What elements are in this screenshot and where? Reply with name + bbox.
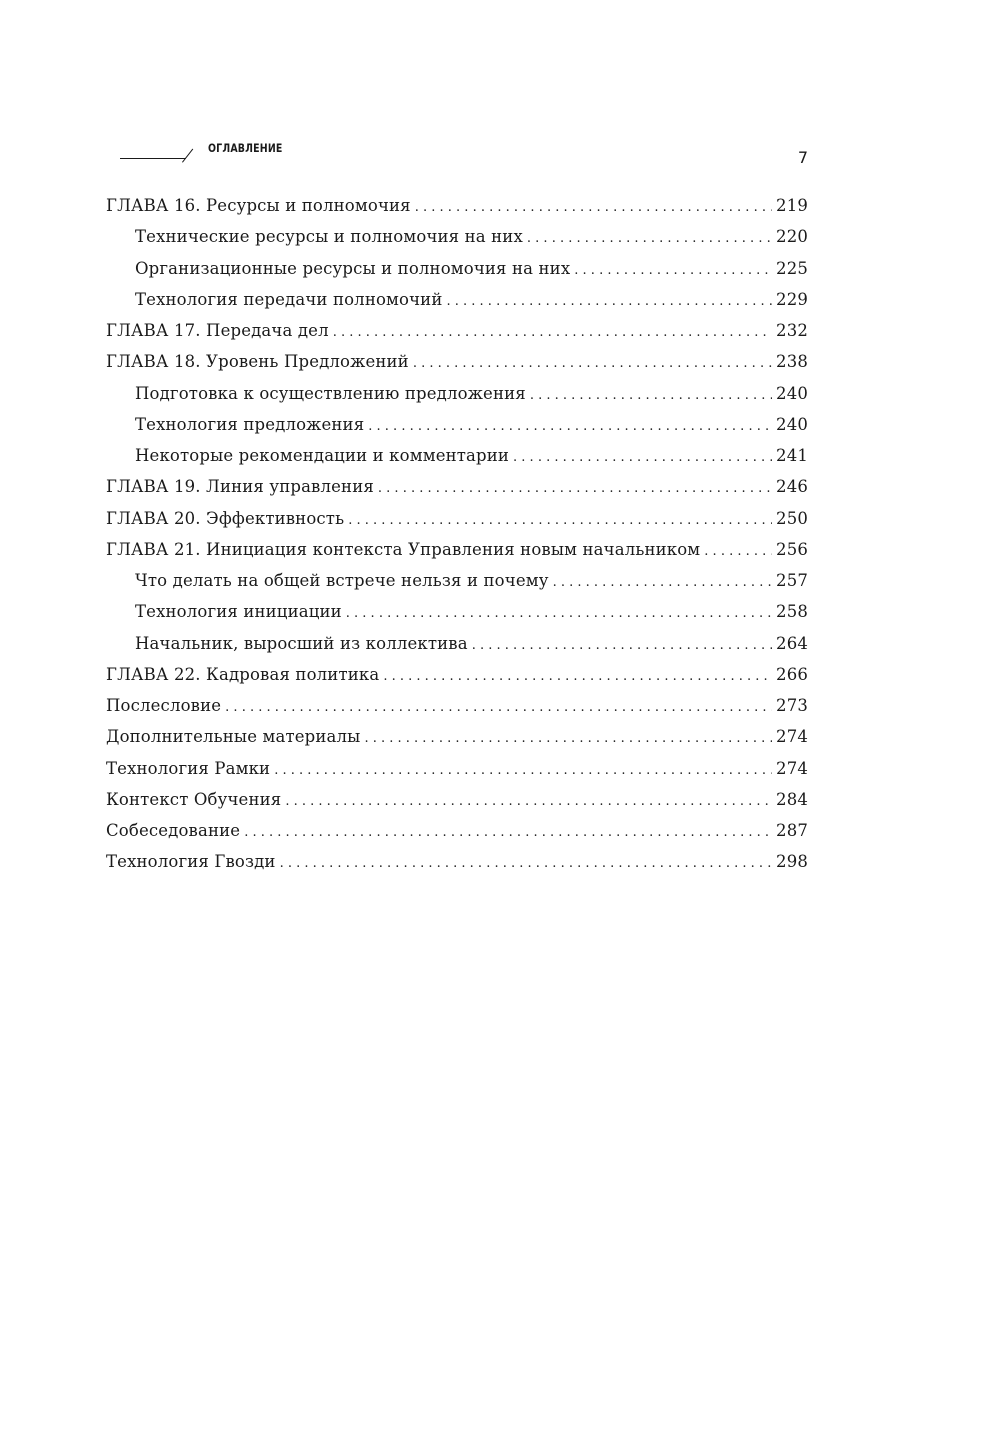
header-slash bbox=[182, 149, 193, 163]
toc-entry-title: Послесловие bbox=[106, 696, 222, 715]
toc-entry[interactable] bbox=[106, 540, 808, 571]
toc-entry[interactable] bbox=[106, 571, 808, 602]
toc-entry-title: ГЛАВА 16. Ресурсы и полномочия bbox=[106, 196, 411, 215]
toc-entry-page: 241 bbox=[776, 446, 808, 465]
toc-entry-title: Организационные ресурсы и полномочия на них bbox=[135, 258, 571, 278]
toc-leader-dots bbox=[348, 513, 772, 528]
toc-entry[interactable] bbox=[106, 259, 808, 290]
toc-entry-title: Технология передачи полномочий bbox=[135, 289, 443, 309]
toc-entry-title: ГЛАВА 18. Уровень Предложений bbox=[106, 352, 409, 372]
table-of-contents bbox=[106, 196, 808, 884]
toc-entry-title: Что делать на общей встрече нельзя и почему bbox=[135, 571, 549, 590]
toc-entry-page: 225 bbox=[776, 258, 808, 278]
toc-leader-dots bbox=[553, 575, 772, 590]
toc-leader-dots bbox=[704, 544, 772, 559]
toc-entry-title: ГЛАВА 20. Эффективность bbox=[106, 508, 345, 528]
toc-leader-dots bbox=[472, 638, 772, 653]
toc-entry[interactable] bbox=[106, 290, 808, 321]
toc-entry-title: Технология Рамки bbox=[106, 758, 271, 778]
toc-entry-page: 240 bbox=[776, 414, 808, 434]
toc-entry-title: Начальник, выросший из коллектива bbox=[135, 633, 468, 653]
toc-entry[interactable] bbox=[106, 852, 808, 883]
toc-leader-dots bbox=[383, 669, 772, 684]
toc-leader-dots bbox=[413, 356, 772, 371]
toc-entry-page: 219 bbox=[776, 196, 808, 215]
toc-entry-page: 274 bbox=[776, 727, 808, 747]
toc-entry-page: 256 bbox=[776, 539, 808, 559]
toc-leader-dots bbox=[225, 700, 772, 715]
toc-entry[interactable] bbox=[106, 634, 808, 665]
toc-entry-title: Собеседование bbox=[106, 821, 241, 840]
toc-entry[interactable] bbox=[106, 227, 808, 258]
toc-entry[interactable] bbox=[106, 415, 808, 446]
toc-entry-page: 264 bbox=[776, 633, 808, 653]
toc-leader-dots bbox=[364, 731, 772, 746]
toc-entry-title: Некоторые рекомендации и комментарии bbox=[135, 446, 510, 465]
toc-leader-dots bbox=[285, 794, 772, 809]
toc-entry[interactable] bbox=[106, 821, 808, 852]
toc-entry[interactable] bbox=[106, 509, 808, 540]
toc-entry-page: 258 bbox=[776, 602, 808, 622]
toc-entry-page: 250 bbox=[776, 508, 808, 528]
toc-entry-page: 220 bbox=[776, 227, 808, 247]
toc-entry[interactable] bbox=[106, 665, 808, 696]
toc-entry-title: Технология предложения bbox=[135, 414, 365, 434]
toc-entry[interactable] bbox=[106, 790, 808, 821]
toc-leader-dots bbox=[513, 450, 772, 465]
toc-entry-title: Подготовка к осуществлению предложения bbox=[135, 383, 526, 403]
toc-entry[interactable] bbox=[106, 446, 808, 477]
toc-entry[interactable] bbox=[106, 727, 808, 758]
toc-leader-dots bbox=[446, 294, 772, 309]
toc-entry-page: 274 bbox=[776, 758, 808, 778]
toc-entry[interactable] bbox=[106, 477, 808, 508]
toc-entry-page: 257 bbox=[776, 571, 808, 590]
toc-entry-title: ГЛАВА 17. Передача дел bbox=[106, 321, 329, 340]
toc-leader-dots bbox=[415, 200, 772, 215]
toc-leader-dots bbox=[333, 325, 772, 340]
toc-entry-title: Дополнительные материалы bbox=[106, 727, 361, 747]
toc-entry-page: 266 bbox=[776, 664, 808, 684]
toc-leader-dots bbox=[378, 481, 772, 496]
toc-entry-page: 232 bbox=[776, 321, 808, 340]
toc-leader-dots bbox=[530, 388, 772, 403]
toc-entry-page: 284 bbox=[776, 789, 808, 809]
toc-entry-page: 240 bbox=[776, 383, 808, 403]
toc-entry-page: 273 bbox=[776, 696, 808, 715]
toc-leader-dots bbox=[346, 606, 772, 621]
toc-entry-page: 246 bbox=[776, 477, 808, 497]
toc-leader-dots bbox=[244, 825, 772, 840]
toc-entry[interactable] bbox=[106, 352, 808, 383]
toc-leader-dots bbox=[574, 263, 772, 278]
toc-entry[interactable] bbox=[106, 696, 808, 727]
header-title: ОГЛАВЛЕНИЕ bbox=[208, 141, 283, 155]
toc-entry-page: 229 bbox=[776, 289, 808, 309]
toc-entry-title: ГЛАВА 21. Инициация контекста Управления новым начальником bbox=[106, 539, 701, 559]
toc-entry[interactable] bbox=[106, 196, 808, 227]
toc-entry[interactable] bbox=[106, 602, 808, 633]
toc-leader-dots bbox=[274, 763, 772, 778]
toc-entry[interactable] bbox=[106, 759, 808, 790]
toc-leader-dots bbox=[527, 231, 772, 246]
toc-entry-page: 238 bbox=[776, 352, 808, 372]
toc-entry-page: 287 bbox=[776, 821, 808, 840]
toc-entry-title: Технические ресурсы и полномочия на них bbox=[135, 227, 523, 247]
running-header bbox=[120, 136, 820, 176]
toc-entry-title: Технология инициации bbox=[135, 602, 342, 622]
toc-leader-dots bbox=[368, 419, 772, 434]
header-rule bbox=[120, 158, 186, 159]
toc-entry-title: ГЛАВА 19. Линия управления bbox=[106, 477, 374, 497]
toc-entry-title: Технология Гвозди bbox=[106, 852, 276, 872]
toc-entry[interactable] bbox=[106, 321, 808, 352]
toc-entry-page: 298 bbox=[776, 852, 808, 872]
toc-entry[interactable] bbox=[106, 384, 808, 415]
toc-entry-title: Контекст Обучения bbox=[106, 789, 282, 809]
page-number: 7 bbox=[797, 148, 808, 167]
toc-entry-title: ГЛАВА 22. Кадровая политика bbox=[106, 664, 380, 684]
toc-leader-dots bbox=[280, 856, 772, 871]
